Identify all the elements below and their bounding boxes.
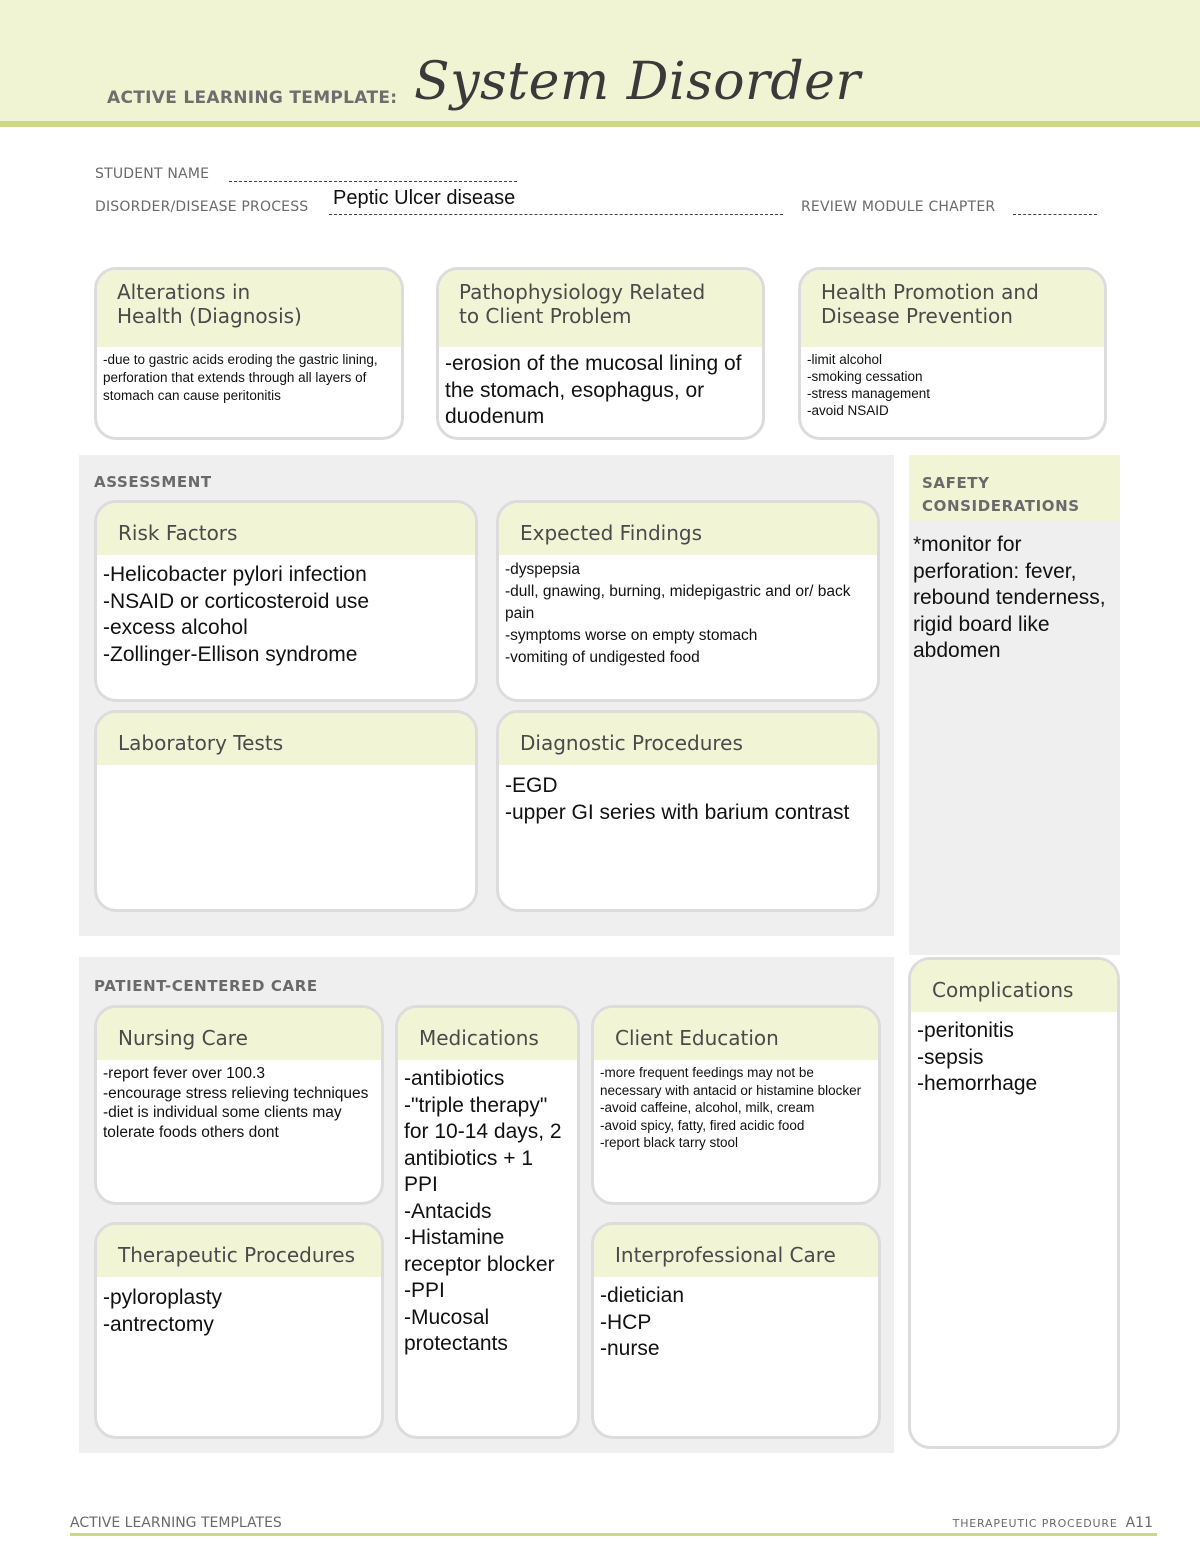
footer-right-label: [953, 1515, 1153, 1531]
nursing-care-title: Nursing Care: [97, 1008, 381, 1060]
alterations-box: [94, 267, 404, 440]
safety-body: *monitor for perforation: fever, rebound tenderness, rigid board like abdomen: [913, 533, 1106, 662]
nursing-care-body: -report fever over 100.3 -encourage stress relieving techniques -diet is individual some clients may tolerate foods others dont: [103, 1065, 369, 1141]
therapeutic-procedures-title: Therapeutic Procedures: [97, 1225, 381, 1277]
disorder-field[interactable]: [329, 214, 783, 215]
disorder-value: Peptic Ulcer disease: [333, 187, 516, 209]
interprofessional-care-body: -dietician -HCP -nurse: [600, 1284, 685, 1360]
review-module-label: REVIEW MODULE CHAPTER: [801, 199, 996, 215]
disorder-label: DISORDER/DISEASE PROCESS: [95, 199, 309, 215]
medications-title: Medications: [398, 1008, 577, 1060]
nursing-care-box: [94, 1005, 384, 1205]
template-title: System Disorder: [414, 52, 861, 112]
footer-rule: [70, 1533, 1157, 1536]
client-education-body: -more frequent feedings may not be necessary with antacid or histamine blocker -avoid caffeine, alcohol, milk, cream -avoid spicy, fatty, fired acidic food -report black tarry stool: [600, 1065, 862, 1150]
diagnostic-procedures-box: [496, 710, 880, 912]
laboratory-tests-body: [97, 765, 475, 769]
health-promotion-body: -limit alcohol -smoking cessation -stress management -avoid NSAID: [807, 352, 931, 418]
complications-title: Complications: [911, 960, 1117, 1012]
therapeutic-procedures-body: -pyloroplasty -antrectomy: [103, 1286, 223, 1336]
template-label: ACTIVE LEARNING TEMPLATE:: [107, 88, 398, 108]
risk-factors-body: -Helicobacter pylori infection -NSAID or corticosteroid use -excess alcohol -Zollinger-Ellison syndrome: [103, 563, 370, 666]
interprofessional-care-title: Interprofessional Care: [594, 1225, 878, 1277]
therapeutic-procedures-box: [94, 1222, 384, 1439]
medications-body: -antibiotics -"triple therapy" for 10-14 days, 2 antibiotics + 1 PPI -Antacids -Histamine receptor blocker -PPI -Mucosal protectants: [404, 1067, 562, 1355]
client-education-title: Client Education: [594, 1008, 878, 1060]
interprofessional-care-box: [591, 1222, 881, 1439]
medications-box: [395, 1005, 580, 1439]
diagnostic-procedures-body: -EGD -upper GI series with barium contrast: [505, 774, 850, 824]
expected-findings-box: [496, 500, 880, 702]
expected-findings-body: -dyspepsia -dull, gnawing, burning, midepigastric and or/ back pain -symptoms worse on empty stomach -vomiting of undigested food: [505, 561, 851, 666]
complications-box: [908, 957, 1120, 1449]
risk-factors-box: [94, 500, 478, 702]
patient-care-title: PATIENT-CENTERED CARE: [94, 977, 318, 995]
pathophysiology-box: [436, 267, 765, 440]
alterations-title: Alterations in Health (Diagnosis): [97, 270, 401, 347]
safety-title: SAFETY CONSIDERATIONS: [909, 455, 1120, 521]
pathophysiology-title: Pathophysiology Related to Client Problem: [439, 270, 762, 347]
alterations-body: -due to gastric acids eroding the gastric lining, perforation that extends through all layers of stomach can cause peritonitis: [103, 352, 378, 403]
header-rule: [0, 121, 1200, 127]
student-name-label: STUDENT NAME: [95, 166, 210, 182]
student-name-field[interactable]: [229, 181, 517, 182]
diagnostic-procedures-title: Diagnostic Procedures: [499, 713, 877, 765]
health-promotion-title: Health Promotion and Disease Prevention: [801, 270, 1104, 347]
client-education-box: [591, 1005, 881, 1205]
health-promotion-box: [798, 267, 1107, 440]
footer-left-label: ACTIVE LEARNING TEMPLATES: [70, 1515, 282, 1531]
safety-panel: [909, 455, 1120, 955]
complications-body: -peritonitis -sepsis -hemorrhage: [917, 1019, 1038, 1095]
expected-findings-title: Expected Findings: [499, 503, 877, 555]
page-number: A11: [1125, 1515, 1153, 1531]
review-module-field[interactable]: [1013, 214, 1097, 215]
pathophysiology-body: -erosion of the mucosal lining of the stomach, esophagus, or duodenum: [445, 352, 742, 428]
assessment-title: ASSESSMENT: [94, 473, 212, 491]
footer-section: THERAPEUTIC PROCEDURE: [952, 1517, 1118, 1530]
laboratory-tests-title: Laboratory Tests: [97, 713, 475, 765]
laboratory-tests-box: [94, 710, 478, 912]
risk-factors-title: Risk Factors: [97, 503, 475, 555]
